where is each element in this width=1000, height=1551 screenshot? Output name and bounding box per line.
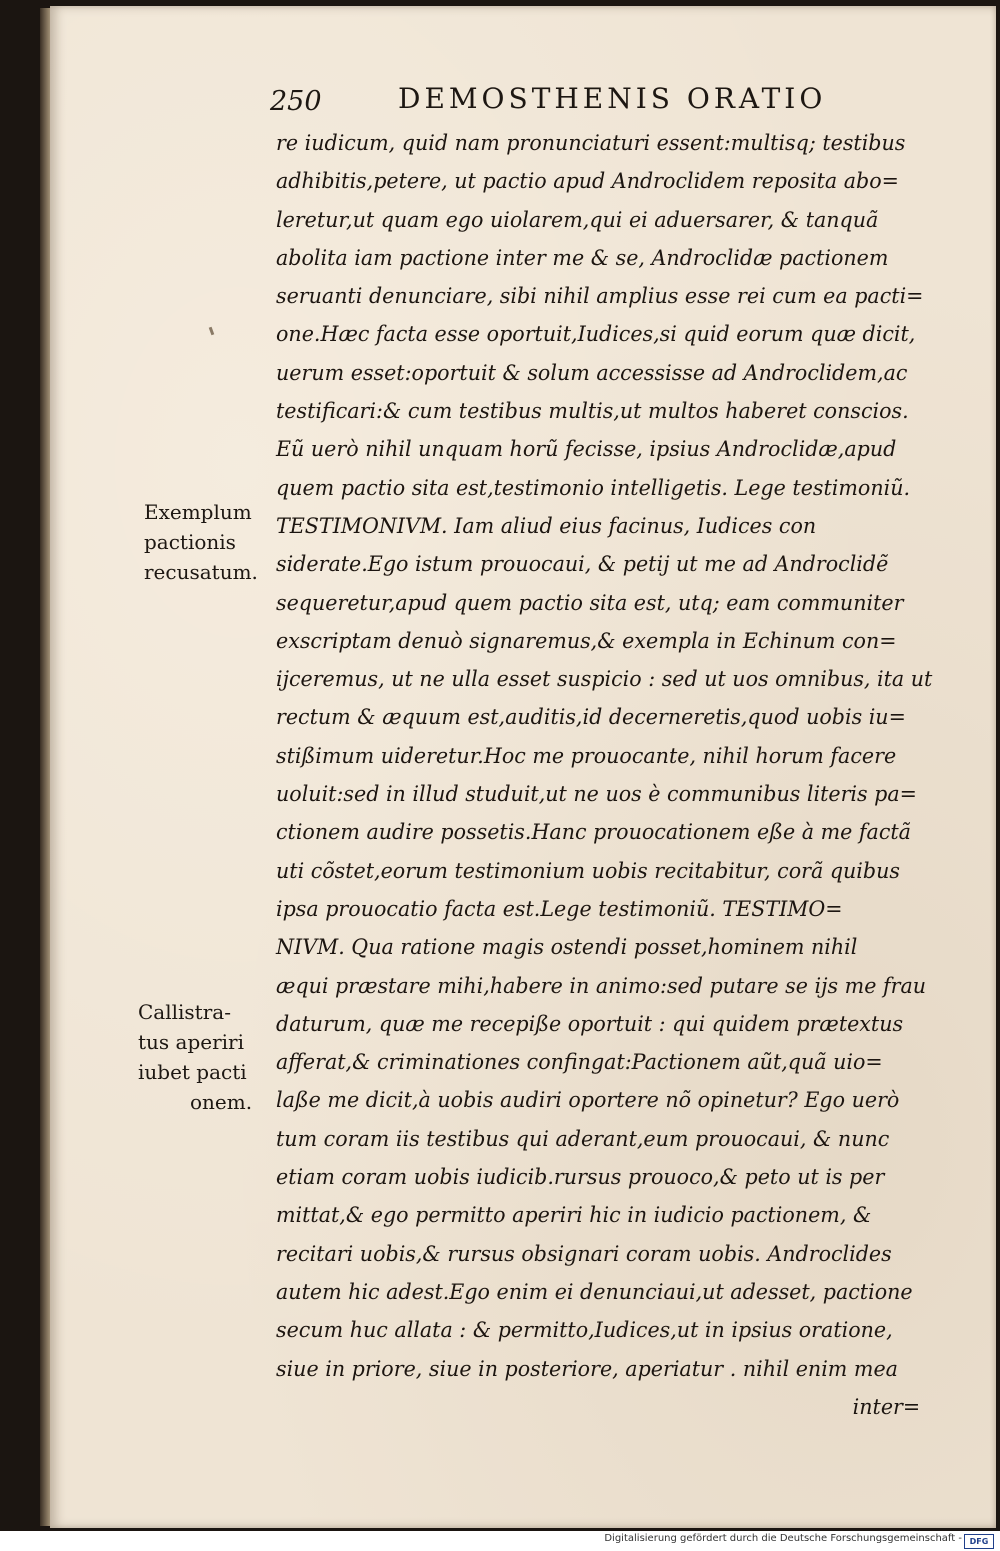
marginal-note-line: pactionis xyxy=(144,530,236,554)
text-line: ipsa prouocatio facta est.Lege testimoniũ. TESTIMO= xyxy=(276,896,843,921)
body-text xyxy=(276,124,944,1426)
text-line: stißimum uideretur.Hoc me prouocante, nihil horum facere xyxy=(276,743,897,768)
text-line: abolita iam pactione inter me & se, Androclidæ pactionem xyxy=(276,245,889,270)
marginal-note-exemplum xyxy=(144,497,258,587)
text-line: afferat,& criminationes confingat:Pactionem aũt,quã uio= xyxy=(276,1050,883,1075)
text-line: uoluit:sed in illud studuit,ut ne uos è communibus literis pa= xyxy=(276,782,917,807)
text-line: ijceremus, ut ne ulla esset suspicio : sed ut uos omnibus, ita ut xyxy=(276,667,933,692)
text-line: mittat,& ego permitto aperiri hic in iudicio pactionem, & xyxy=(276,1203,872,1228)
text-line: adhibitis,petere, ut pactio apud Androclidem reposita abo= xyxy=(276,169,899,194)
text-line: laße me dicit,à uobis audiri oportere nõ opinetur? Ego uerò xyxy=(276,1088,900,1113)
text-line: TESTIMONIVM. Iam aliud eius facinus, Iudices con xyxy=(276,513,817,538)
marginal-note-callistratus xyxy=(138,997,252,1117)
marginal-note-line: Callistra- xyxy=(138,1000,231,1024)
marginal-note-line: tus aperiri xyxy=(138,1030,245,1054)
marginal-note-line: Exemplum xyxy=(144,500,252,524)
marginal-note-line: onem. xyxy=(190,1090,253,1114)
text-line: one.Hæc facta esse oportuit,Iudices,si quid eorum quæ dicit, xyxy=(276,322,916,347)
text-line: quem pactio sita est,testimonio intelligetis. Lege testimoniũ. xyxy=(276,475,911,500)
dfg-logo: DFG xyxy=(964,1534,994,1549)
text-line: etiam coram uobis iudicib.rursus prouoco,& peto ut is per xyxy=(276,1165,885,1190)
text-line: testificari:& cum testibus multis,ut multos haberet conscios. xyxy=(276,399,909,424)
page-number: 250 xyxy=(270,86,322,117)
text-line: uti cõstet,eorum testimonium uobis recitabitur, corã quibus xyxy=(276,858,900,883)
text-line: leretur,ut quam ego uiolarem,qui ei aduersarer, & tanquã xyxy=(276,207,879,232)
text-line: secum huc allata : & permitto,Iudices,ut in ipsius oratione, xyxy=(276,1318,893,1343)
text-line: autem hic adest.Ego enim ei denunciaui,ut adesset, pactione xyxy=(276,1279,913,1304)
text-line: seruanti denunciare, sibi nihil amplius esse rei cum ea pacti= xyxy=(276,284,924,309)
text-line: æqui præstare mihi,habere in animo:sed putare se ijs me frau xyxy=(276,973,927,998)
marginal-note-line: recusatum. xyxy=(144,560,258,584)
text-line: ctionem audire possetis.Hanc prouocationem eße à me factã xyxy=(276,820,911,845)
text-line: siue in priore, siue in posteriore, aperiatur . nihil enim mea xyxy=(276,1356,898,1381)
marginal-note-line: iubet pacti xyxy=(138,1060,247,1084)
text-line: siderate.Ego istum prouocaui, & petij ut me ad Androclidẽ xyxy=(276,552,889,577)
text-line: sequeretur,apud quem pactio sita est, utq; eam communiter xyxy=(276,590,904,615)
text-line: Eũ uerò nihil unquam horũ fecisse, ipsius Androclidæ,apud xyxy=(276,437,897,462)
footer-credit: Digitalisierung gefördert durch die Deutsche Forschungsgemeinschaft - xyxy=(604,1533,962,1544)
text-line: re iudicum, quid nam pronunciaturi essent:multisq; testibus xyxy=(276,131,906,155)
running-head xyxy=(270,82,830,122)
text-line: tum coram iis testibus qui aderant,eum prouocaui, & nunc xyxy=(276,1126,890,1151)
text-line: exscriptam denuò signaremus,& exempla in Echinum con= xyxy=(276,628,897,653)
catchword: inter= xyxy=(852,1394,921,1419)
running-title: DEMOSTHENIS ORATIO xyxy=(398,82,827,115)
text-line: rectum & æquum est,auditis,id decerneretis,quod uobis iu= xyxy=(276,705,906,730)
text-line: NIVM. Qua ratione magis ostendi posset,hominem nihil xyxy=(276,935,858,960)
text-line: daturum, quæ me recepiße oportuit : qui quidem prætextus xyxy=(276,1011,904,1036)
text-line: recitari uobis,& rursus obsignari coram uobis. Androclides xyxy=(276,1241,892,1266)
footer-bar xyxy=(0,1531,1000,1551)
text-line: uerum esset:oportuit & solum accessisse ad Androclidem,ac xyxy=(276,360,908,385)
